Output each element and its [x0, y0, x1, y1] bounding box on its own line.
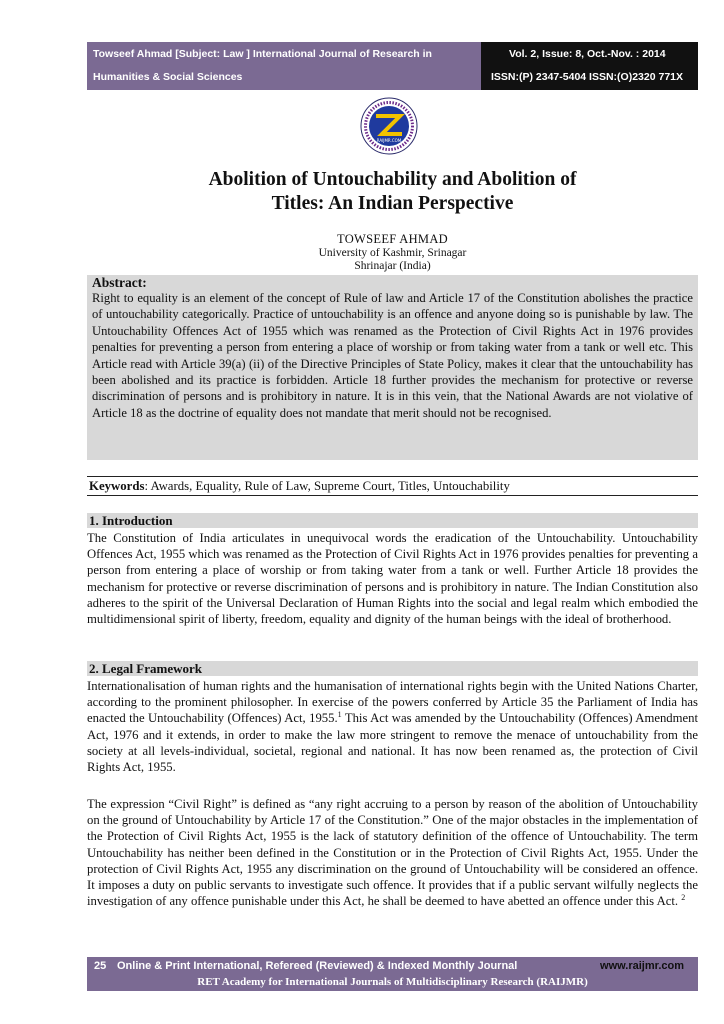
author-name: TOWSEEF AHMAD [337, 232, 448, 246]
title-line-2: Titles: An Indian Perspective [271, 193, 514, 214]
legal-paragraph-2 [87, 796, 698, 909]
header-issn: ISSN:(P) 2347-5404 ISSN:(O)2320 771X [491, 71, 684, 83]
legal-p1-text-a: Internationalisation of human rights and the humanisation of international rights begin with the United Nations Charter, according to the prominent philosopher. In exercise of the powers conferred by Article 35 the Parliament of India has enacted the Untouchability (Offences) Act, 1955. [87, 679, 698, 726]
title-line-1: Abolition of Untouchability and Abolition of [208, 169, 577, 190]
header-journal-line1: Towseef Ahmad [Subject: Law ] International Journal of Research in [93, 48, 432, 60]
keywords-line [87, 476, 698, 496]
logo-text: RAIJMR.COM [376, 138, 402, 143]
footer-website-link[interactable]: www.raijmr.com [600, 960, 684, 972]
raijmr-seal-icon [342, 96, 436, 156]
footer-journal-description: Online & Print International, Refereed (Reviewed) & Indexed Monthly Journal [117, 960, 518, 972]
paper-title [87, 168, 698, 216]
author-block [87, 233, 698, 274]
header-right-panel [481, 42, 698, 90]
footer-academy-name: RET Academy for International Journals of Multidisciplinary Research (RAIJMR) [197, 976, 588, 988]
author-location: Shrinajar (India) [354, 260, 431, 272]
header-volume-issue: Vol. 2, Issue: 8, Oct.-Nov. : 2014 [509, 48, 666, 60]
footnote-ref-1[interactable]: 1 [337, 710, 342, 720]
abstract-heading: Abstract: [92, 275, 147, 290]
legal-paragraph-1 [87, 678, 698, 775]
journal-footer [87, 957, 698, 991]
header-journal-line2: Humanities & Social Sciences [93, 71, 243, 83]
page-number: 25 [94, 960, 107, 972]
legal-p2-text: The expression “Civil Right” is defined as “any right accruing to a person by reason of the abolition of Untouchability on the ground of Untouchability by Article 17 of the Constitution.” One of the major obstacles in the implementation of the Protection of Civil Rights Act, 1955 is the lack of statutory definition of the offence of Untouchability. The term Untouchability has neither been defined in the Constitution or in the Protection of Civil Rights Act, 1955. Under the protection of Civil Rights Act, 1955 any discrimination on the ground of Untouchability will be considered an offence. It imposes a duty on public servants to investigate such offence. It provides that if a public servant wilfully neglects the investigation of any offence punishable under this Act, he shall be deemed to have abetted an offence under this Act. [87, 797, 698, 909]
keywords-text: : Awards, Equality, Rule of Law, Supreme Court, Titles, Untouchability [144, 479, 510, 493]
keywords-label: Keywords [89, 479, 145, 493]
section-heading-legal-framework: 2. Legal Framework [87, 661, 698, 676]
header-left-panel [87, 42, 481, 90]
section-heading-introduction: 1. Introduction [87, 513, 698, 528]
legal-p1-text-b: This Act was amended by the Untouchability (Offences) Amendment Act, 1976 and it extends, in order to make the law more stringent to remove the menace of untouchability from the society at all levels-individual, societal, regional and national. It has now been renamed as, the protection of Civil Rights Act, 1955. [87, 711, 699, 775]
abstract-text: Right to equality is an element of the concept of Rule of law and Article 17 of the Constitution abolishes the practice of untouchability categorically. Practice of untouchability is an offence and anyone doing so is punishable by law. The Untouchability Offences Act of 1955 which was renamed as the Protection of Civil Rights Act in 1976 provides penalties for preventing a person from entering a place of worship or from taking water from a tank or well etc. This Article read with Article 39(a) (ii) of the Directive Principles of State Policy, makes it clear that the untouchability has been abolished and its practice is forbidden. Article 18 further provides the mechanism for protective or reverse discrimination of persons and is prohibitory in nature. It is in this vein, that the National Awards are not violative of Article 18 as the doctrine of equality does not mandate that merit should not be recognised. [92, 291, 693, 420]
abstract-box [87, 275, 698, 460]
journal-header [87, 42, 698, 90]
author-affiliation: University of Kashmir, Srinagar [318, 246, 467, 259]
footnote-ref-2[interactable]: 2 [681, 892, 686, 902]
introduction-paragraph: The Constitution of India articulates in unequivocal words the eradication of the Untouchability. Untouchability Offences Act, 1955 which was renamed as the Protection of Civil Rights Act in 1976 provides penalties for preventing a person from entering a place of worship or from taking water from a tank or well. Further Article 18 provides the mechanism for protective or reverse discrimination of persons and is prohibitory in nature. The Indian Constitution also adheres to the spirit of the Universal Declaration of Human Rights into the social and legal realm which embodied the multidimensional spirit of liberty, freedom, equality and dignity of the human beings with the ideal of brotherhood. [87, 531, 698, 627]
